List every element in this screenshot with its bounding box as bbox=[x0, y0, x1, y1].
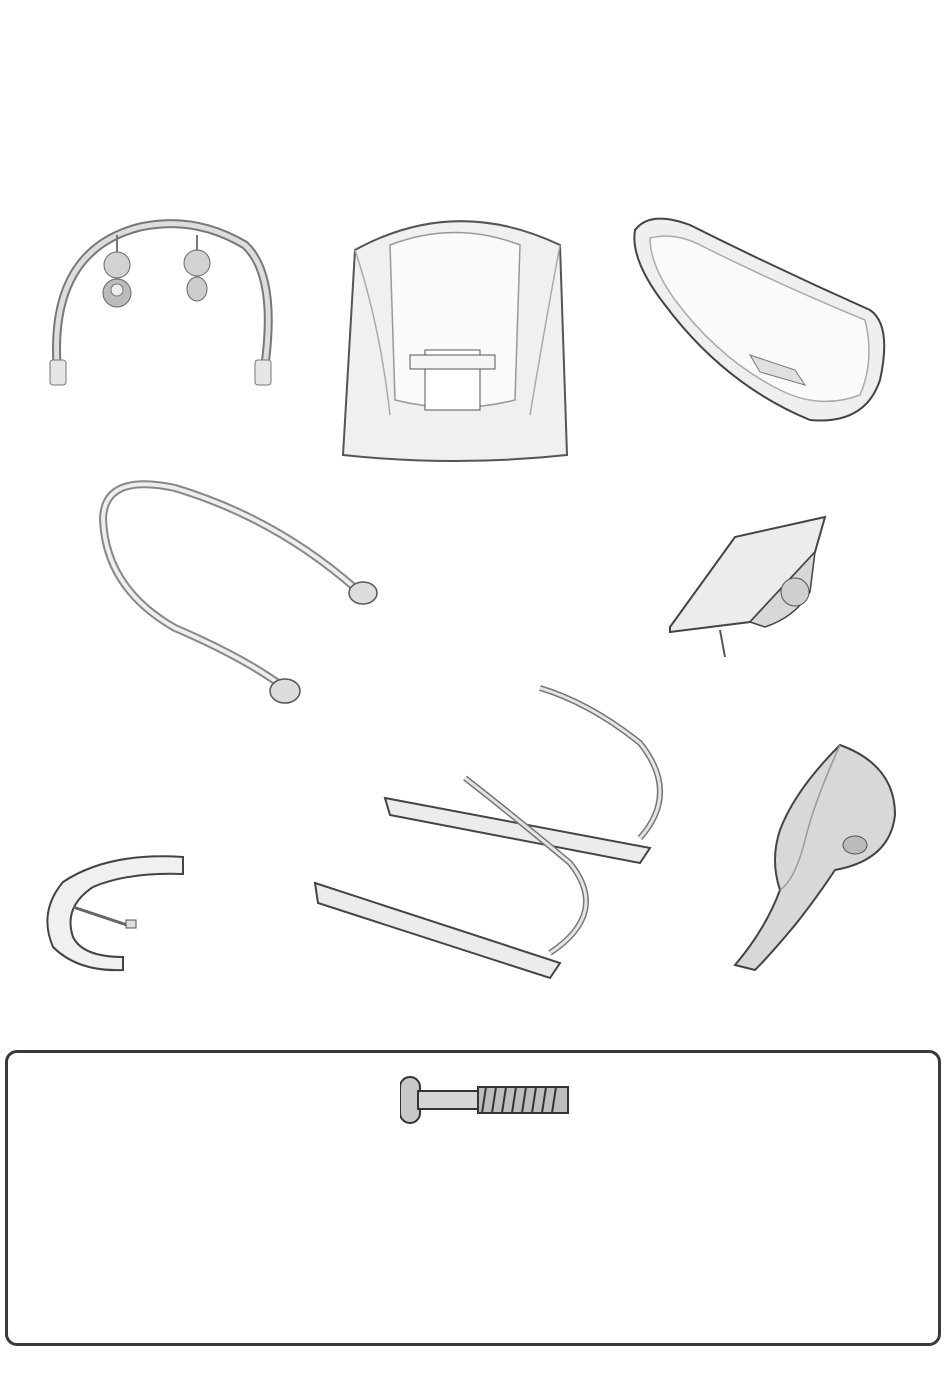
seat-cushion-icon bbox=[335, 205, 585, 465]
seat-shell-part bbox=[630, 210, 895, 435]
hardware-box bbox=[5, 1050, 941, 1346]
harness-bar-part bbox=[95, 478, 390, 713]
rocker-legs-part bbox=[310, 683, 680, 983]
back-bracket-icon bbox=[725, 740, 900, 980]
rocker-legs-icon bbox=[310, 683, 680, 983]
screw-part bbox=[400, 1075, 575, 1130]
mount-bracket-part bbox=[665, 512, 835, 662]
seat-cushion-part bbox=[335, 205, 585, 465]
seat-shell-icon bbox=[630, 210, 895, 435]
toy-arch-icon bbox=[45, 215, 285, 390]
toy-bar-part bbox=[45, 215, 285, 390]
screw-icon bbox=[400, 1075, 575, 1125]
wire-bar-icon bbox=[95, 478, 390, 713]
back-bracket-part bbox=[725, 740, 900, 980]
front-bumper-part bbox=[38, 852, 188, 982]
bracket-icon bbox=[665, 512, 835, 662]
curved-bumper-icon bbox=[38, 852, 188, 982]
